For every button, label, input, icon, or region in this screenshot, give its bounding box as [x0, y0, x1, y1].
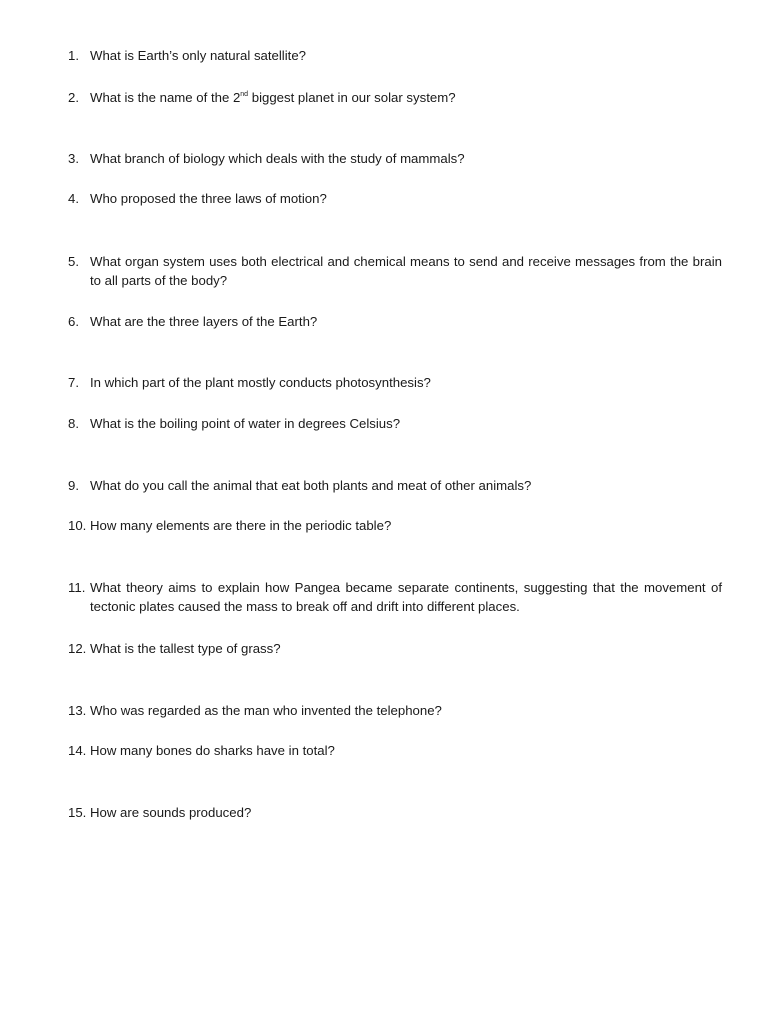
question-text: Who was regarded as the man who invented the telephone?: [90, 703, 442, 718]
ordinal-superscript: nd: [240, 90, 249, 98]
question-3: [68, 149, 722, 168]
question-text: [90, 88, 722, 107]
question-text: What do you call the animal that eat both plants and meat of other animals?: [90, 478, 532, 493]
question-text-part: biggest planet in our solar system?: [248, 90, 456, 105]
question-6: [68, 312, 722, 331]
question-number: 10.: [68, 518, 87, 533]
question-text: How are sounds produced?: [90, 805, 252, 820]
question-number: 5.: [68, 254, 79, 269]
question-number: 9.: [68, 478, 79, 493]
question-number: 13.: [68, 703, 87, 718]
question-8: [68, 414, 722, 433]
question-14: [68, 741, 722, 760]
question-12: [68, 639, 722, 658]
question-text: What are the three layers of the Earth?: [90, 314, 318, 329]
question-text: Who proposed the three laws of motion?: [90, 191, 327, 206]
question-number: 15.: [68, 805, 87, 820]
question-text: What is the boiling point of water in degrees Celsius?: [90, 416, 401, 431]
question-number: 12.: [68, 641, 87, 656]
question-4: [68, 189, 722, 208]
question-text: What branch of biology which deals with the study of mammals?: [90, 151, 465, 166]
question-text: What organ system uses both electrical and chemical means to send and receive messages from the brain to all parts of the body?: [90, 254, 722, 288]
question-number: 3.: [68, 151, 79, 166]
question-text: How many bones do sharks have in total?: [90, 743, 335, 758]
question-text-part: What is the name of the 2: [90, 90, 241, 105]
question-1: [68, 46, 722, 65]
question-text: What is the tallest type of grass?: [90, 641, 281, 656]
question-text: What is Earth’s only natural satellite?: [90, 48, 306, 63]
question-text: How many elements are there in the periodic table?: [90, 518, 392, 533]
question-text: In which part of the plant mostly conducts photosynthesis?: [90, 375, 431, 390]
question-2: [68, 88, 722, 107]
question-number: 6.: [68, 314, 79, 329]
question-number: 11.: [68, 580, 86, 595]
question-text: What theory aims to explain how Pangea became separate continents, suggesting that the movement of tectonic plates caused the mass to break off and drift into different places.: [90, 580, 722, 614]
question-15: [68, 803, 722, 822]
question-13: [68, 701, 722, 720]
question-number: 1.: [68, 48, 79, 63]
question-number: 4.: [68, 191, 79, 206]
question-number: 2.: [68, 90, 79, 105]
question-number: 14.: [68, 743, 87, 758]
question-number: 8.: [68, 416, 79, 431]
question-5: [68, 252, 722, 290]
question-10: [68, 516, 722, 535]
question-9: [68, 476, 722, 495]
question-7: [68, 373, 722, 392]
question-number: 7.: [68, 375, 79, 390]
question-11: [68, 578, 722, 616]
